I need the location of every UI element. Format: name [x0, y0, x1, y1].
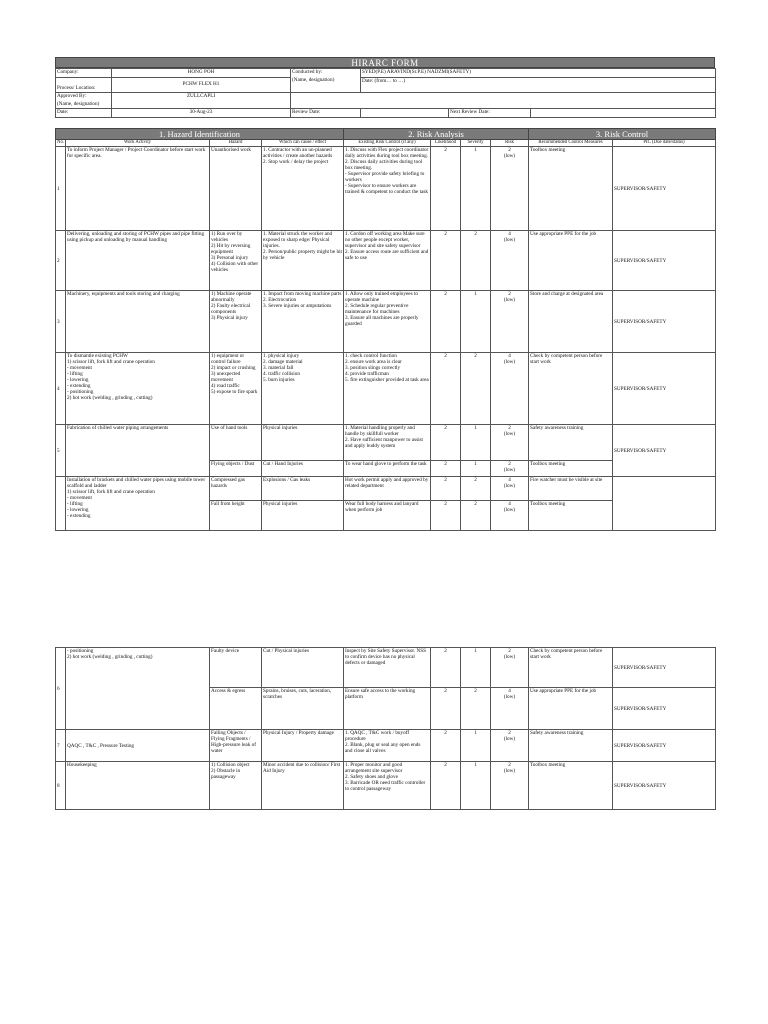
row-recommended: Toolbox meeting — [529, 762, 613, 810]
section-risk-analysis: 2. Risk Analysis — [344, 129, 529, 140]
process-value: PCHW FLEX H1 — [112, 78, 291, 93]
row-risk: 4 (low) — [491, 477, 529, 501]
row-activity: Fabrication of chilled water piping arrangements — [66, 425, 210, 477]
row-risk: 2 (low) — [491, 425, 529, 461]
row-severity: 2 — [461, 231, 491, 291]
date-label: Date: — [56, 109, 112, 118]
row-no — [56, 477, 66, 531]
row-severity: 1 — [461, 762, 491, 810]
row-recommended: Toolbox meeting — [529, 501, 613, 531]
row-cause: Sprains, bruises, cuts, laceration, scratches — [262, 688, 344, 730]
row-hazard: 1) Run over by vehicles 2) Hit by reversing equipment 3) Personal injury 4) Collision with other vehicles — [210, 231, 262, 291]
row-likelihood: 2 — [431, 688, 461, 730]
row-severity: 2 — [461, 688, 491, 730]
row-risk: 2 (low) — [491, 730, 529, 762]
table-row — [56, 730, 716, 762]
col-cause-effect: Which can cause / effect — [262, 140, 344, 147]
hirarc-table-page2 — [55, 647, 716, 810]
row-risk: 2 (low) — [491, 648, 529, 688]
table-row — [56, 477, 716, 501]
row-likelihood: 2 — [431, 231, 461, 291]
row-recommended: Safety awareness training — [529, 730, 613, 762]
row-cause: Explosions / Gas leaks — [262, 477, 344, 501]
row-hazard: Access & egress — [210, 688, 262, 730]
row-recommended: Toolbox meeting — [529, 147, 613, 231]
row-recommended: Safety awareness training — [529, 425, 613, 461]
row-existing: 1. Proper monitor and good arrangement site supervisor 2. Safety shoes and glove 3. Barricade OR need traffic controller to control passageway — [344, 762, 431, 810]
row-recommended: Fire watcher must be visible at site — [529, 477, 613, 501]
next-review-value — [531, 109, 716, 118]
date-value: 30-Aug-23 — [112, 109, 291, 118]
row-cause: Physical injuries — [262, 425, 344, 461]
row-no: 8 — [56, 762, 66, 810]
table-row — [56, 353, 716, 425]
row-existing: 1. check control function 2. ensure work area is clear 3. position slings correctly 4. provide trafficman 5. fire extinguisher provided at task area — [344, 353, 431, 425]
row-existing: To wear hand glove to perform the task — [344, 461, 431, 477]
col-severity: Severity — [461, 140, 491, 147]
row-pic — [613, 477, 716, 531]
row-activity: Delivering, unloading and storing of PCHW pipes and pipe fitting using pickup and unloading by manual handling — [66, 231, 210, 291]
row-pic: SUPERVISOR/SAFETY — [613, 291, 716, 353]
row-severity: 1 — [461, 648, 491, 688]
table-row — [56, 425, 716, 461]
row-cause: 1. Material struck the worker and exposed to sharp edge/ Physical injuries. 2. Person/public property might be hit by vehicle — [262, 231, 344, 291]
row-existing: Ensure safe access to the working platform — [344, 688, 431, 730]
process-label: Process/ Location: — [56, 78, 112, 93]
row-likelihood: 2 — [431, 648, 461, 688]
table-row — [56, 147, 716, 231]
row-hazard: 1) Collision object 2) Obstacle in passageway — [210, 762, 262, 810]
col-likelihood: Likelihood — [431, 140, 461, 147]
section-risk-control: 3. Risk Control — [529, 129, 716, 140]
row-activity: Housekeeping — [66, 762, 210, 810]
row-cause: 1. Contractor with an un-planned activities / create another hazards 2. Stop work / delay the project — [262, 147, 344, 231]
row-likelihood: 2 — [431, 461, 461, 477]
row-no: 2 — [56, 231, 66, 291]
row-recommended: Toolbox meeting — [529, 461, 613, 477]
row-pic: SUPERVISOR/SAFETY — [613, 231, 716, 291]
row-likelihood: 2 — [431, 762, 461, 810]
row-activity: QAQC , T&C , Pressure Testing — [66, 730, 210, 762]
info-table — [55, 68, 716, 118]
row-severity: 2 — [461, 353, 491, 425]
row-hazard: Unauthorised work — [210, 147, 262, 231]
date-from-label: Date: (from… to …) — [361, 78, 716, 93]
row-pic: SUPERVISOR/SAFETY — [613, 730, 716, 762]
row-hazard: Use of hand tools — [210, 425, 262, 461]
row-pic: SUPERVISOR/SAFETY — [613, 353, 716, 425]
row-likelihood: 2 — [431, 147, 461, 231]
row-cause: Minor accident due to collision/ First Aid Injury — [262, 762, 344, 810]
conducted-label: Conducted by: (Name, designation) — [291, 69, 361, 93]
conducted-value: SYED(P.E) ARAVIND(Sr.P.E) NADZMI(SAFETY) — [361, 69, 716, 78]
row-pic: SUPERVISOR/SAFETY — [613, 147, 716, 231]
row-hazard: Compressed gas hazards — [210, 477, 262, 501]
row-risk: 4 (low) — [491, 501, 529, 531]
form-title: HIRARC FORM — [55, 57, 715, 68]
row-risk: 2 (low) — [491, 291, 529, 353]
row-activity: Machinery, equipments and tools storing and charging — [66, 291, 210, 353]
col-no: No. — [57, 140, 65, 145]
row-risk: 2 (low) — [491, 147, 529, 231]
row-likelihood: 2 — [431, 291, 461, 353]
row-existing: 1. Allow only trained employees to operate machine 2. Schedule regular preventive maintenance for machines 3. Ensure all machines are properly guarded — [344, 291, 431, 353]
table-row — [56, 762, 716, 810]
row-no: 3 — [56, 291, 66, 353]
row-existing: 1. Material handling properly and handle by skillfull worker 2. Have sufficient manpower to assist and apply buddy system — [344, 425, 431, 461]
row-no: 6 — [56, 648, 66, 730]
company-label: Company: — [56, 69, 112, 78]
row-activity: Installation of brackets and chilled water pipes using mobile tower scaffold and ladder 1) scissor lift, fork lift and crane operation - movement - lifting - lowering - extending — [66, 477, 210, 531]
row-cause: Physical Injury / Property damage — [262, 730, 344, 762]
row-cause: 1. physical injury 2. damage material 3. material fall 4. traffic collision 5. burn injuries — [262, 353, 344, 425]
row-risk: 2 (low) — [491, 461, 529, 477]
row-severity: 2 — [461, 477, 491, 501]
col-hazard: Hazard — [210, 140, 262, 147]
row-recommended: Store and charge at designated area — [529, 291, 613, 353]
row-recommended: Check by competent person before start work — [529, 353, 613, 425]
row-pic: SUPERVISOR/SAFETY — [613, 648, 716, 688]
row-existing: Inspect by Site Safety Supervisor. NSS to confirm device has no physical defects or damaged — [344, 648, 431, 688]
row-recommended: Use appropriate PPE for the job — [529, 688, 613, 730]
row-existing: 1. Cordon off working area Make sure no other people except worker, supervisor and site safety supervisor 2. Ensure access route are sufficient and safe to use — [344, 231, 431, 291]
row-no: 4 — [56, 353, 66, 425]
table-row — [56, 648, 716, 688]
row-hazard: 1) Machine operate abnormally 2) Faulty electrical components 3) Physical injury — [210, 291, 262, 353]
row-hazard: Falling Objects / Flying Fragments / High-pressure leak of water — [210, 730, 262, 762]
row-recommended: Use appropriate PPE for the job — [529, 231, 613, 291]
row-severity: 2 — [461, 501, 491, 531]
row-existing: 1. Discuss with Flex project coordinator daily activities during tool box meeting. 2. Discuss daily activities during tool box meeting. - Supervisor provide safety briefing to workers - Supervisor to ensure workers are trained & competent to conduct the task — [344, 147, 431, 231]
row-cause: Physical injuries — [262, 501, 344, 531]
col-existing-control: Existing Risk Control (if any) — [344, 140, 431, 147]
row-risk: 4 (low) — [491, 231, 529, 291]
approved-value: ZULLCAPLI — [112, 93, 291, 109]
col-work-activity: Work Activity — [66, 140, 210, 147]
row-likelihood: 2 — [431, 477, 461, 501]
row-likelihood: 2 — [431, 425, 461, 461]
col-pic: PIC (Due date/status) — [613, 140, 716, 147]
row-severity: 1 — [461, 425, 491, 461]
review-date-value — [361, 109, 449, 118]
col-recommended-control: Recommended Control Measures — [529, 140, 613, 147]
row-cause: 1. Impact from moving machine parts 2. Electrocution 3. Severe injuries or amputations — [262, 291, 344, 353]
col-risk: Risk — [491, 140, 529, 147]
section-hazard-identification: 1. Hazard Identification — [56, 129, 344, 140]
row-hazard: 1) equipment or control failure 2) impact or crushing 3) unexpected movement 4) road traffic 5) expose to fire spark — [210, 353, 262, 425]
row-risk: 4 (low) — [491, 688, 529, 730]
hirarc-table-page1 — [55, 128, 716, 531]
row-severity: 1 — [461, 730, 491, 762]
row-existing: 1. QAQC , T&C work / buyoff procedure 2. Blank, plug or seal any open ends and close all valves — [344, 730, 431, 762]
row-activity: To dismantle existing PCHW 1) scissor lift, fork lift and crane operation - movement - lifting - lowering - extending - positioning 2) hot work (welding , grinding , cutting) — [66, 353, 210, 425]
row-risk: 4 (low) — [491, 353, 529, 425]
row-activity: To inform Project Manager / Project Coordinator before start work for specific area. — [66, 147, 210, 231]
row-hazard: Faulty device — [210, 648, 262, 688]
review-date-label: Review Date: — [291, 109, 361, 118]
row-recommended: Check by competent person before start work — [529, 648, 613, 688]
approved-blank — [291, 93, 716, 109]
row-severity: 1 — [461, 291, 491, 353]
row-pic: SUPERVISOR/SAFETY — [613, 762, 716, 810]
row-pic: SUPERVISOR/SAFETY — [613, 688, 716, 730]
approved-label: Approved By: (Name, designation) — [56, 93, 112, 109]
row-hazard: Fall from height — [210, 501, 262, 531]
row-pic: SUPERVISOR/SAFETY — [613, 425, 716, 477]
row-activity: - positioning 2) hot work (welding , grinding , cutting) — [66, 648, 210, 730]
row-no: 7 — [56, 730, 66, 762]
row-severity: 1 — [461, 461, 491, 477]
row-severity: 1 — [461, 147, 491, 231]
row-no: 5 — [56, 425, 66, 477]
row-risk: 2 (low) — [491, 762, 529, 810]
company-value: HONG POH — [112, 69, 291, 78]
row-existing: Wear full body harness and lanyard when perform job — [344, 501, 431, 531]
next-review-label: Next Review Date: — [449, 109, 531, 118]
row-cause: Cut / Hand Injuries — [262, 461, 344, 477]
row-cause: Cut / Physical injuries — [262, 648, 344, 688]
row-existing: Hot work permit apply and approved by related department — [344, 477, 431, 501]
table-row — [56, 231, 716, 291]
table-row — [56, 291, 716, 353]
row-likelihood: 2 — [431, 730, 461, 762]
row-hazard: Flying objects / Dust — [210, 461, 262, 477]
row-likelihood: 2 — [431, 501, 461, 531]
row-no: 1 — [56, 147, 66, 231]
row-likelihood: 2 — [431, 353, 461, 425]
